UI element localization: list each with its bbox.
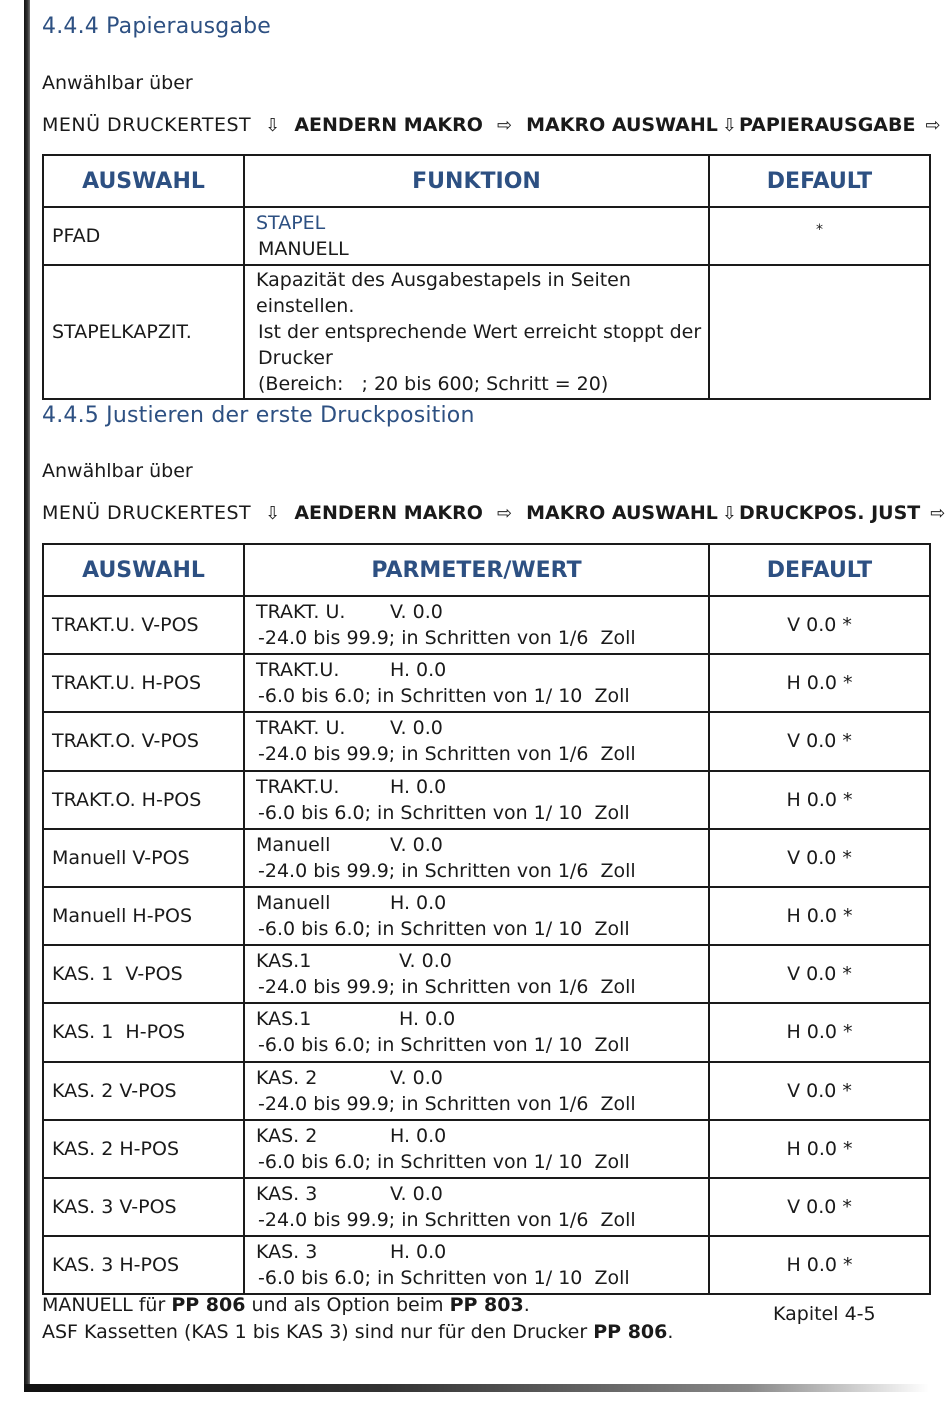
default-cell: H 0.0 * <box>709 887 930 945</box>
column-header: AUSWAHL <box>43 155 244 207</box>
footer-text: MANUELL für <box>42 1294 172 1316</box>
funktion-cell <box>244 207 709 265</box>
section-heading-druckposition: 4.4.5 Justieren der erste Druckposition <box>42 403 475 428</box>
parameter-cell <box>244 887 709 945</box>
default-cell: H 0.0 * <box>709 1120 930 1178</box>
default-cell: V 0.0 * <box>709 1062 930 1120</box>
table-row <box>43 1236 930 1294</box>
footer-line <box>42 1292 673 1319</box>
range-text: -24.0 bis 99.9; in Schritten von 1/6 Zoll <box>258 1092 636 1115</box>
table-row <box>43 712 930 770</box>
parameter-line <box>256 948 707 974</box>
parameter-name: Manuell <box>256 833 331 856</box>
parameter-value: V. 0.0 <box>390 833 443 856</box>
parameter-value: H. 0.0 <box>390 659 447 682</box>
parameter-line <box>256 774 707 800</box>
parameter-name: Manuell <box>256 892 331 915</box>
range-text: -24.0 bis 99.9; in Schritten von 1/6 Zoll <box>258 859 636 882</box>
parameter-cell <box>244 712 709 770</box>
range-text: -24.0 bis 99.9; in Schritten von 1/6 Zoll <box>258 1208 636 1231</box>
auswahl-cell: KAS. 2 H-POS <box>43 1120 244 1178</box>
parameter-cell <box>244 1003 709 1061</box>
auswahl-cell: KAS. 2 V-POS <box>43 1062 244 1120</box>
parameter-name: KAS.1 <box>256 1008 312 1031</box>
auswahl-cell: KAS. 1 H-POS <box>43 1003 244 1061</box>
menu-path-root: MENÜ DRUCKERTEST <box>42 502 252 524</box>
auswahl-cell: PFAD <box>43 207 244 265</box>
parameter-value: H. 0.0 <box>399 1008 456 1031</box>
footer-text: ASF Kassetten (KAS 1 bis KAS 3) sind nur für den Drucker <box>42 1321 594 1343</box>
section-intro: Anwählbar über <box>42 72 193 94</box>
footer-model: PP 803 <box>449 1294 524 1316</box>
default-cell: V 0.0 * <box>709 712 930 770</box>
menu-path-step: MAKRO AUSWAHL <box>526 114 718 136</box>
parameter-value: V. 0.0 <box>390 1066 443 1089</box>
table-row <box>43 596 930 654</box>
footer-text: . <box>667 1321 674 1343</box>
auswahl-cell: Manuell V-POS <box>43 829 244 887</box>
page-border-bottom <box>24 1384 929 1392</box>
default-cell: H 0.0 * <box>709 1236 930 1294</box>
arrow-right-outline-icon: ⇨ <box>930 503 946 524</box>
menu-path <box>42 502 950 524</box>
footer-note <box>42 1292 673 1346</box>
function-text-line: Drucker <box>258 347 333 369</box>
arrow-right-outline-icon: ⇨ <box>496 115 513 136</box>
menu-path-step: PAPIERAUSGABE <box>738 114 916 136</box>
parameter-name: TRAKT.U. <box>256 775 340 798</box>
parameter-name: KAS.1 <box>256 950 312 973</box>
parameter-line <box>256 1181 707 1207</box>
auswahl-cell: TRAKT.U. H-POS <box>43 654 244 712</box>
range-text: -24.0 bis 99.9; in Schritten von 1/6 Zoll <box>258 976 636 999</box>
footer-model: PP 806 <box>593 1321 668 1343</box>
footer-text: und als Option beim <box>245 1294 450 1316</box>
menu-path-root: MENÜ DRUCKERTEST <box>42 114 252 136</box>
section-heading-papierausgabe: 4.4.4 Papierausgabe <box>42 14 272 39</box>
parameter-name: KAS. 3 <box>256 1182 318 1205</box>
parameter-cell <box>244 1236 709 1294</box>
column-header: FUNKTION <box>244 155 709 207</box>
menu-path-step: AENDERN MAKRO <box>294 502 483 524</box>
page-border-left <box>24 0 30 1392</box>
auswahl-cell: KAS. 3 V-POS <box>43 1178 244 1236</box>
arrow-right-outline-icon: ⇨ <box>925 115 941 136</box>
option-manuell: MANUELL <box>258 238 349 260</box>
table-row <box>43 654 930 712</box>
parameter-cell <box>244 654 709 712</box>
parameter-line <box>256 1239 707 1265</box>
parameter-name: KAS. 2 <box>256 1066 318 1089</box>
parameter-line <box>256 657 707 683</box>
table-row <box>43 1003 930 1061</box>
parameter-name: TRAKT. U. <box>256 601 346 624</box>
section-intro: Anwählbar über <box>42 460 193 482</box>
footer-line <box>42 1319 673 1346</box>
parameter-cell <box>244 1178 709 1236</box>
range-text: -6.0 bis 6.0; in Schritten von 1/ 10 Zoll <box>258 918 630 941</box>
auswahl-cell: TRAKT.O. V-POS <box>43 712 244 770</box>
range-text: -24.0 bis 99.9; in Schritten von 1/6 Zoll <box>258 743 636 766</box>
default-cell: H 0.0 * <box>709 1003 930 1061</box>
parameter-value: V. 0.0 <box>390 601 443 624</box>
parameter-name: TRAKT. U. <box>256 717 346 740</box>
parameter-line <box>256 1006 707 1032</box>
table-row <box>43 207 930 265</box>
range-text: -24.0 bis 99.9; in Schritten von 1/6 Zoll <box>258 627 636 650</box>
default-cell: V 0.0 * <box>709 829 930 887</box>
function-text-line: Ist der entsprechende Wert erreicht stoppt der <box>258 321 702 343</box>
parameter-cell <box>244 829 709 887</box>
parameter-value: V. 0.0 <box>390 717 443 740</box>
table-row <box>43 1178 930 1236</box>
footer-text: . <box>523 1294 530 1316</box>
auswahl-cell: TRAKT.O. H-POS <box>43 771 244 829</box>
parameter-value: H. 0.0 <box>390 892 447 915</box>
papierausgabe-table <box>42 154 931 400</box>
arrow-down-outline-icon: ⇩ <box>721 115 737 136</box>
table-row <box>43 1120 930 1178</box>
default-cell: H 0.0 * <box>709 654 930 712</box>
range-text: -6.0 bis 6.0; in Schritten von 1/ 10 Zoll <box>258 1034 630 1057</box>
range-text: -6.0 bis 6.0; in Schritten von 1/ 10 Zoll <box>258 801 630 824</box>
table-row <box>43 829 930 887</box>
menu-path <box>42 114 949 136</box>
arrow-right-outline-icon: ⇨ <box>496 503 513 524</box>
table-row <box>43 1062 930 1120</box>
arrow-down-outline-icon: ⇩ <box>265 115 281 136</box>
parameter-name: KAS. 2 <box>256 1124 318 1147</box>
arrow-down-outline-icon: ⇩ <box>265 503 281 524</box>
parameter-cell <box>244 945 709 1003</box>
menu-path-step: DRUCKPOS. JUST <box>738 502 921 524</box>
parameter-line <box>256 890 707 916</box>
column-header: DEFAULT <box>709 155 930 207</box>
column-header: DEFAULT <box>709 544 930 596</box>
range-text: -6.0 bis 6.0; in Schritten von 1/ 10 Zoll <box>258 1150 630 1173</box>
auswahl-cell: KAS. 3 H-POS <box>43 1236 244 1294</box>
auswahl-cell: STAPELKAPZIT. <box>43 265 244 399</box>
auswahl-cell: TRAKT.U. V-POS <box>43 596 244 654</box>
default-cell: V 0.0 * <box>709 1178 930 1236</box>
table-row <box>43 887 930 945</box>
arrow-down-outline-icon: ⇩ <box>721 503 737 524</box>
parameter-value: V. 0.0 <box>390 1182 443 1205</box>
menu-path-step: AENDERN MAKRO <box>294 114 483 136</box>
range-text: -6.0 bis 6.0; in Schritten von 1/ 10 Zoll <box>258 1267 630 1290</box>
default-cell: V 0.0 * <box>709 596 930 654</box>
column-header: AUSWAHL <box>43 544 244 596</box>
parameter-value: V. 0.0 <box>399 950 452 973</box>
table-row <box>43 265 930 399</box>
funktion-cell <box>244 265 709 399</box>
parameter-value: H. 0.0 <box>390 775 447 798</box>
table-row <box>43 945 930 1003</box>
auswahl-cell: KAS. 1 V-POS <box>43 945 244 1003</box>
parameter-line <box>256 715 707 741</box>
parameter-cell <box>244 596 709 654</box>
parameter-cell <box>244 1062 709 1120</box>
parameter-value: H. 0.0 <box>390 1241 447 1264</box>
parameter-name: KAS. 3 <box>256 1241 318 1264</box>
function-text-line: Kapazität des Ausgabestapels in Seiten einstellen. <box>256 269 631 317</box>
default-cell: V 0.0 * <box>709 945 930 1003</box>
parameter-line <box>256 1123 707 1149</box>
default-cell: * <box>709 207 930 265</box>
range-text: -6.0 bis 6.0; in Schritten von 1/ 10 Zoll <box>258 685 630 708</box>
parameter-line <box>256 1065 707 1091</box>
column-header: PARMETER/WERT <box>244 544 709 596</box>
parameter-cell <box>244 1120 709 1178</box>
menu-path-step: MAKRO AUSWAHL <box>526 502 718 524</box>
parameter-name: TRAKT.U. <box>256 659 340 682</box>
auswahl-cell: Manuell H-POS <box>43 887 244 945</box>
parameter-line <box>256 832 707 858</box>
parameter-cell <box>244 771 709 829</box>
default-cell: H 0.0 * <box>709 771 930 829</box>
function-text-line: (Bereich: ; 20 bis 600; Schritt = 20) <box>258 373 609 395</box>
table-row <box>43 771 930 829</box>
default-cell <box>709 265 930 399</box>
footer-model: PP 806 <box>171 1294 246 1316</box>
druckposition-table <box>42 543 931 1295</box>
parameter-line <box>256 599 707 625</box>
option-stapel: STAPEL <box>256 212 326 234</box>
chapter-label: Kapitel 4-5 <box>773 1303 876 1325</box>
parameter-value: H. 0.0 <box>390 1124 447 1147</box>
